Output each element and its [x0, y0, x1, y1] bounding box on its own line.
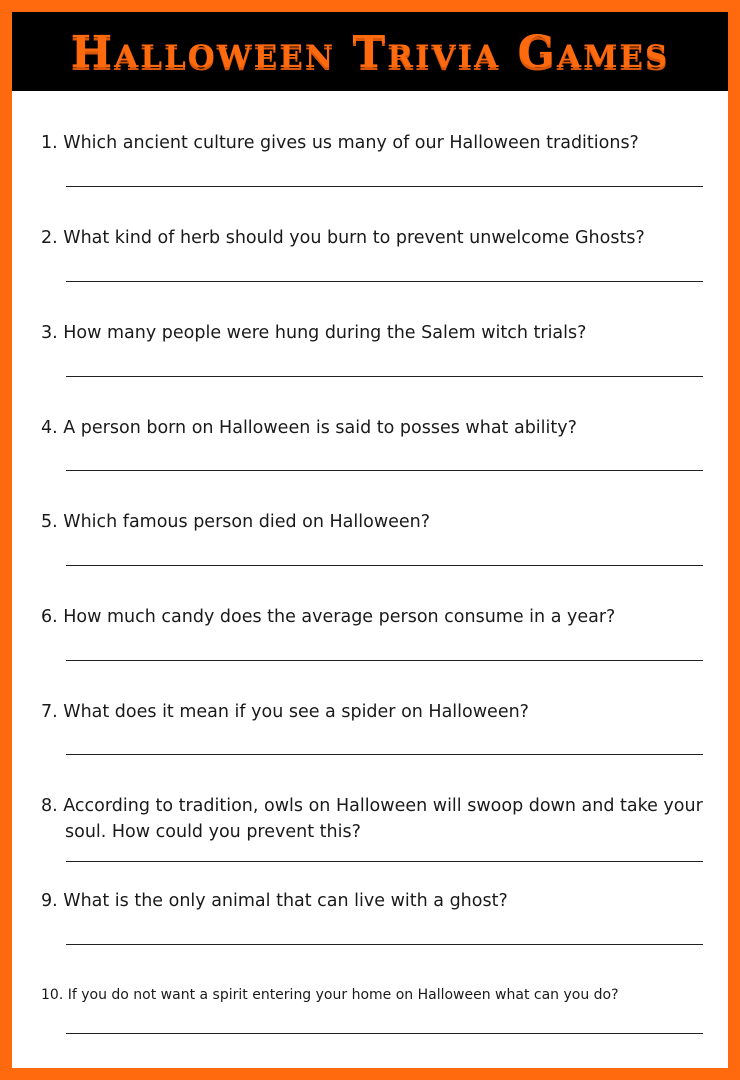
- page-title: Halloween Trivia Games: [70, 27, 670, 78]
- answer-line-9[interactable]: [66, 944, 703, 945]
- answer-line-7[interactable]: [66, 754, 703, 755]
- question-10: 10. If you do not want a spirit entering your home on Halloween what can you do?: [41, 987, 619, 1003]
- answer-line-2[interactable]: [66, 281, 703, 282]
- question-4: 4. A person born on Halloween is said to posses what ability?: [41, 418, 577, 438]
- question-1: 1. Which ancient culture gives us many of our Halloween traditions?: [41, 133, 639, 153]
- question-3: 3. How many people were hung during the Salem witch trials?: [41, 323, 587, 343]
- answer-line-5[interactable]: [66, 565, 703, 566]
- question-2: 2. What kind of herb should you burn to prevent unwelcome Ghosts?: [41, 228, 645, 248]
- worksheet: [12, 12, 728, 1068]
- answer-line-6[interactable]: [66, 660, 703, 661]
- answer-line-1[interactable]: [66, 186, 703, 187]
- question-6: 6. How much candy does the average person consume in a year?: [41, 607, 616, 627]
- question-9: 9. What is the only animal that can live with a ghost?: [41, 891, 508, 911]
- question-8: 8. According to tradition, owls on Halloween will swoop down and take your soul. How could you prevent this?: [41, 796, 703, 842]
- answer-line-8[interactable]: [66, 861, 703, 862]
- answer-line-10[interactable]: [66, 1033, 703, 1034]
- question-5: 5. Which famous person died on Halloween?: [41, 512, 431, 532]
- answer-line-3[interactable]: [66, 376, 703, 377]
- question-7: 7. What does it mean if you see a spider on Halloween?: [41, 702, 529, 722]
- answer-line-4[interactable]: [66, 470, 703, 471]
- title-banner: [12, 12, 728, 91]
